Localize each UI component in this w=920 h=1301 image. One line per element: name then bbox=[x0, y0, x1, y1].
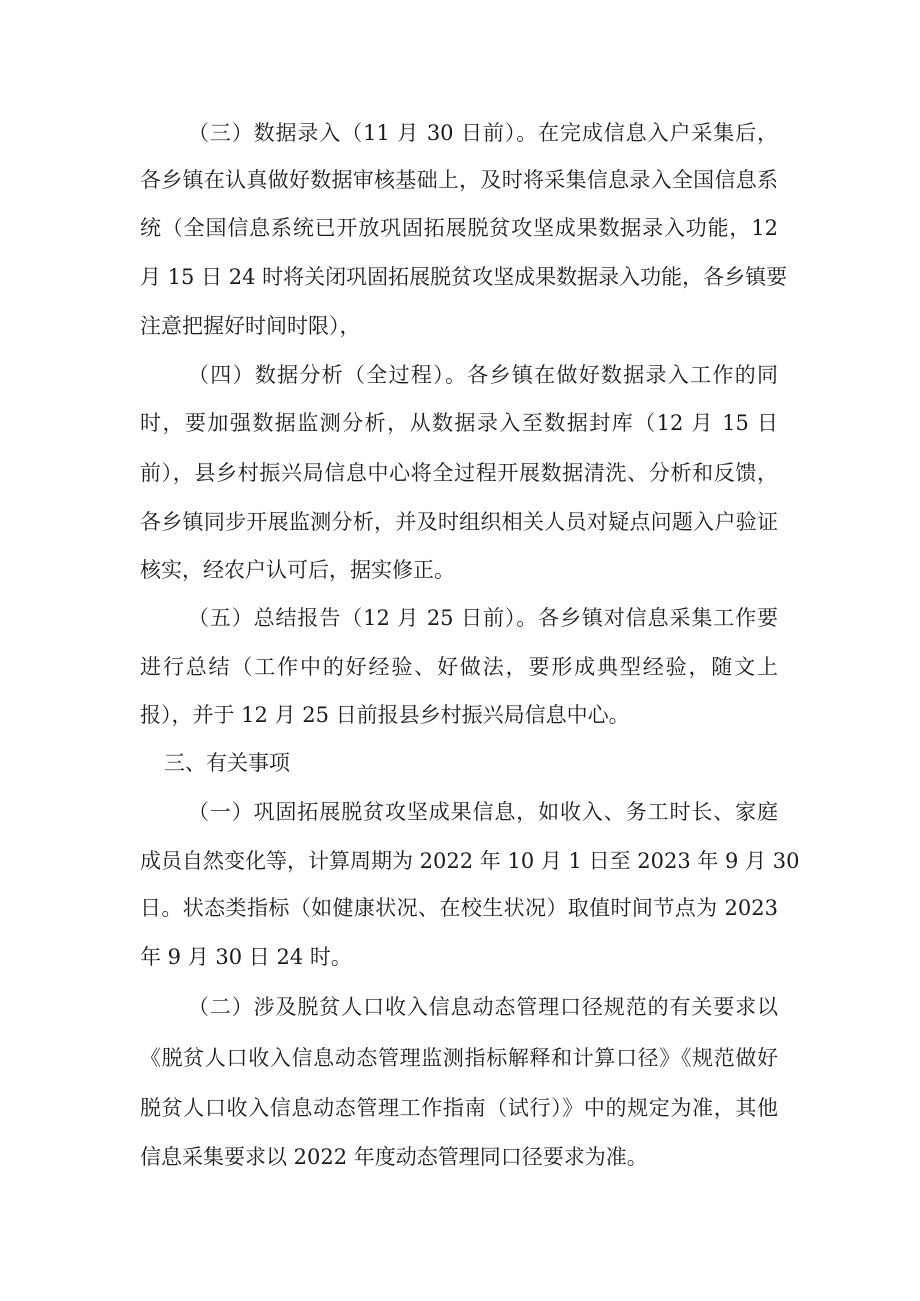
text-line: （四）数据分析（全过程）。各乡镇在做好数据录入工作的同 bbox=[188, 363, 778, 387]
text-line: 注意把握好时间时限）， bbox=[140, 314, 361, 338]
text-line: 脱贫人口收入信息动态管理工作指南（试行）》中的规定为准，其他 bbox=[140, 1096, 778, 1120]
text-line: 统（全国信息系统已开放巩固拓展脱贫攻坚成果数据录入功能，12 bbox=[140, 216, 778, 240]
text-line: 月 15 日 24 时将关闭巩固拓展脱贫攻坚成果数据录入功能，各乡镇要 bbox=[140, 265, 788, 289]
text-line: 《脱贫人口收入信息动态管理监测指标解释和计算口径》《规范做好 bbox=[140, 1046, 778, 1070]
text-line: 各乡镇同步开展监测分析，并及时组织相关人员对疑点问题入户验证 bbox=[140, 510, 778, 534]
text-line: 报），并于 12 月 25 日前报县乡村振兴局信息中心。 bbox=[140, 703, 630, 727]
text-line: 信息采集要求以 2022 年度动态管理同口径要求为准。 bbox=[140, 1145, 648, 1169]
text-line: 时，要加强数据监测分析，从数据录入至数据封库（12 月 15 日 bbox=[140, 411, 778, 435]
text-line: 前），县乡村振兴局信息中心将全过程开展数据清洗、分析和反馈， bbox=[140, 461, 778, 485]
text-line: 进行总结（工作中的好经验、好做法，要形成典型经验，随文上 bbox=[140, 655, 778, 679]
text-line: （三）数据录入（11 月 30 日前）。在完成信息入户采集后， bbox=[188, 121, 778, 145]
text-line: （一）巩固拓展脱贫攻坚成果信息，如收入、务工时长、家庭 bbox=[188, 800, 778, 824]
text-line: 各乡镇在认真做好数据审核基础上，及时将采集信息录入全国信息系 bbox=[140, 168, 778, 192]
text-line: 核实，经农户认可后，据实修正。 bbox=[140, 558, 455, 582]
text-line: （二）涉及脱贫人口收入信息动态管理口径规范的有关要求以 bbox=[188, 995, 778, 1019]
text-line: 成员自然变化等，计算周期为 2022 年 10 月 1 日至 2023 年 9 月 30 bbox=[140, 849, 800, 873]
text-line: （五）总结报告（12 月 25 日前）。各乡镇对信息采集工作要 bbox=[188, 606, 778, 630]
section-heading: 三、有关事项 bbox=[164, 751, 290, 775]
text-line: 日。状态类指标（如健康状况、在校生状况）取值时间节点为 2023 bbox=[140, 896, 778, 920]
text-line: 年 9 月 30 日 24 时。 bbox=[140, 945, 352, 969]
